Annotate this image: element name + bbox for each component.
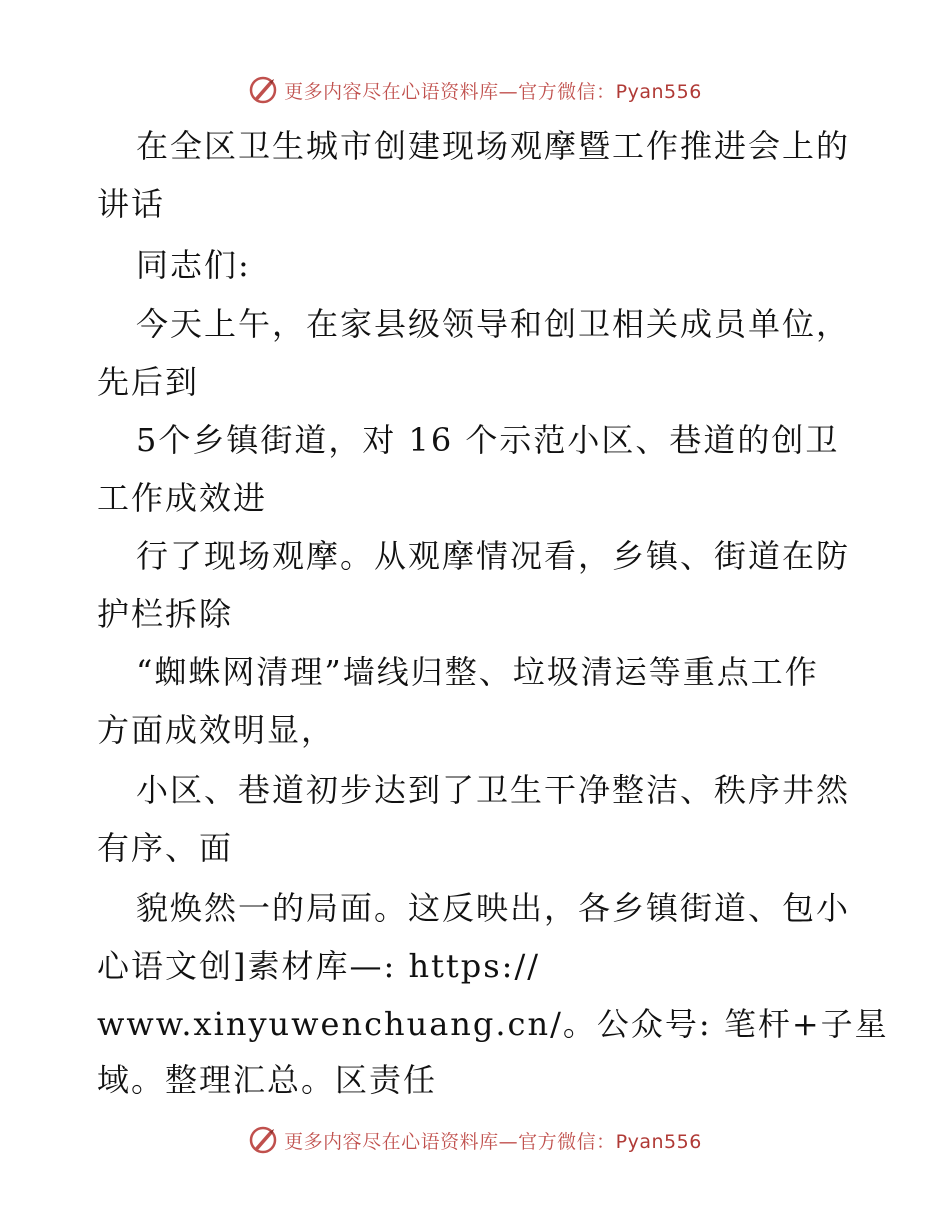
doc-line: 护栏拆除	[97, 595, 234, 633]
doc-line: 行了现场观摩。从观摩情况看，乡镇、街道在防	[136, 537, 851, 575]
doc-line: 工作成效进	[97, 479, 268, 517]
doc-line: 同志们:	[136, 246, 251, 284]
doc-line: 貌焕然一的局面。这反映出，各乡镇街道、包小	[136, 889, 851, 927]
doc-line: 小区、巷道初步达到了卫生干净整洁、秩序井然	[136, 771, 851, 809]
doc-line: 在全区卫生城市创建现场观摩暨工作推进会上的	[136, 127, 851, 165]
footer-banner-label: 更多内容尽在心语资料库—官方微信：	[284, 1130, 616, 1153]
doc-line: 心语文创]素材库—: https://	[97, 947, 541, 985]
header-banner-label: 更多内容尽在心语资料库—官方微信：	[284, 80, 616, 103]
quill-logo-icon	[248, 1125, 278, 1155]
doc-line: 讲话	[97, 185, 166, 223]
doc-line: 今天上午，在家县级领导和创卫相关成员单位，	[136, 305, 851, 343]
doc-line: “蜘蛛网清理”墙线归整、垃圾清运等重点工作	[136, 653, 819, 691]
doc-line: 5个乡镇街道，对 16 个示范小区、巷道的创卫	[136, 421, 840, 459]
doc-line: 域。整理汇总。区责任	[97, 1061, 438, 1099]
doc-line: 方面成效明显，	[97, 711, 336, 749]
doc-line: 有序、面	[97, 829, 234, 867]
doc-line: 先后到	[97, 363, 200, 401]
doc-line: www.xinyuwenchuang.cn/。公众号: 笔杆+子星	[97, 1005, 889, 1043]
footer-banner	[0, 1120, 950, 1160]
footer-banner-text	[284, 1127, 702, 1154]
header-banner-account: Pyan556	[615, 80, 702, 103]
footer-banner-account: Pyan556	[615, 1130, 702, 1153]
